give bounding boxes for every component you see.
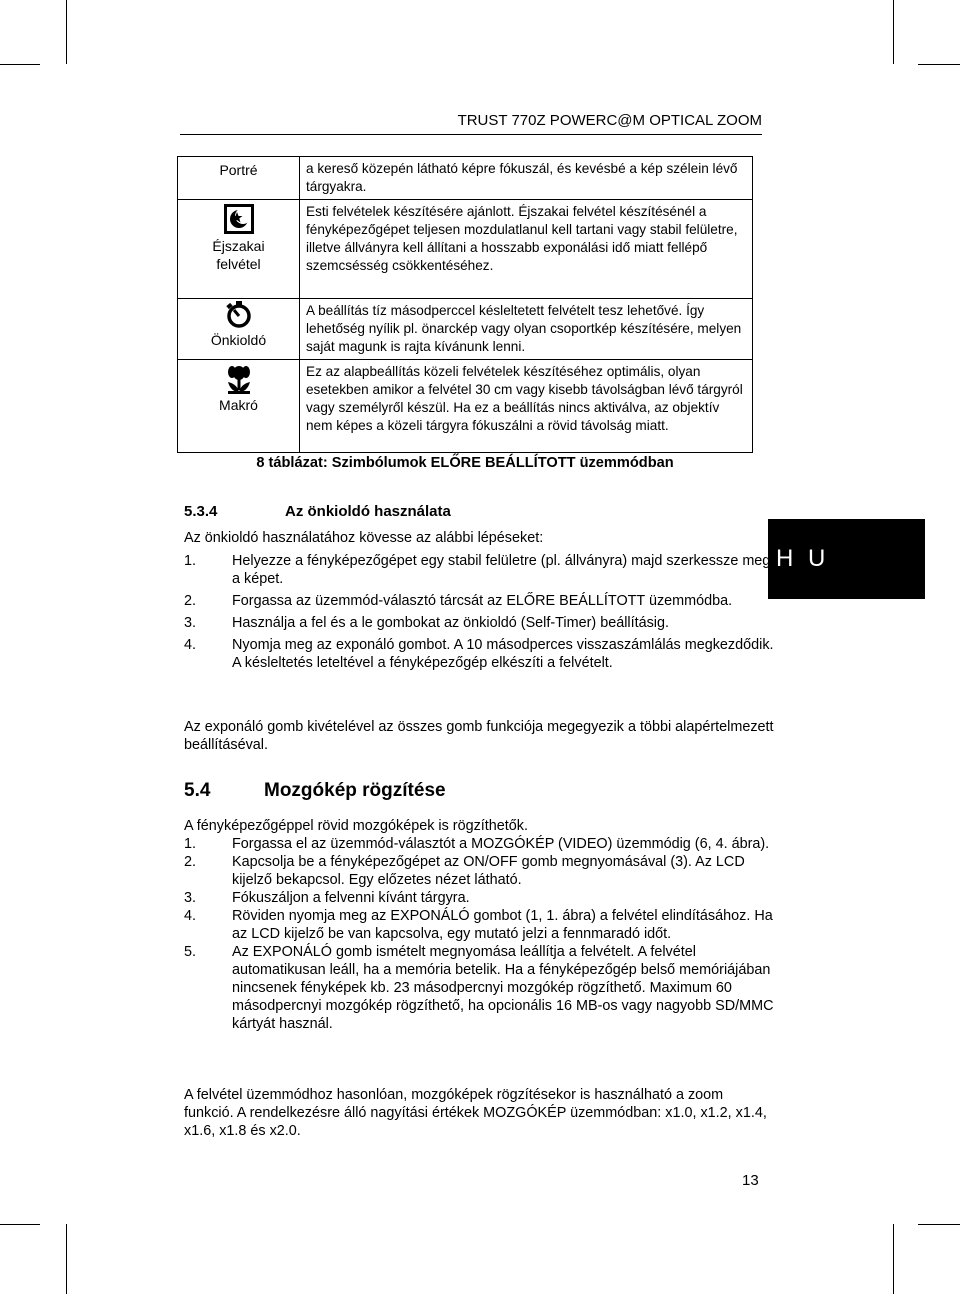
section-intro: Az önkioldó használatához kövesse az alábbi lépéseket: xyxy=(184,530,544,546)
section-number: 5.3.4 xyxy=(184,503,218,520)
table-row xyxy=(178,157,753,200)
symbol-description: a kereső közepén látható képre fókuszál, és kevésbé a kép szélein lévő tárgyakra. xyxy=(300,157,753,200)
crop-mark xyxy=(918,64,960,65)
crop-mark xyxy=(893,1224,894,1294)
symbol-label: Portré xyxy=(219,162,258,178)
language-tab-label: H U xyxy=(776,545,830,572)
night-scene-icon xyxy=(224,204,254,234)
step-list xyxy=(184,552,774,676)
table-row xyxy=(178,360,753,453)
symbol-description: A beállítás tíz másodperccel késleltetett felvételt tesz lehetővé. Így lehetőség nyílik pl. önarckép vagy olyan csoportkép készítésére, melyen saját magunk is rajta kívánunk lenni. xyxy=(300,299,753,360)
section-note: Az exponáló gomb kivételével az összes gomb funkciója megegyezik a többi alapértelmezett beállításéval. xyxy=(184,719,774,753)
step-text: Az EXPONÁLÓ gomb ismételt megnyomása leállítja a felvételt. A felvétel automatikusan leáll, ha a memória betelik. Ha a fényképezőgép belső memóriájában nincsenek fényképek kb. 23 másodpercnyi mozgókép rögzíthető. Maximum 60 másodpercnyi mozgókép rögzíthető, ha opcionális 16 MB-os vagy nagyobb SD/MMC kártyát használ. xyxy=(232,944,774,1032)
step-text: Kapcsolja be a fényképezőgépet az ON/OFF gomb megnyomásával (3). Az LCD kijelző bekapcsol. Egy előzetes nézet látható. xyxy=(232,854,745,888)
symbol-cell xyxy=(178,200,300,299)
list-item xyxy=(184,907,774,943)
section-note: A felvétel üzemmódhoz hasonlóan, mozgóképek rögzítésekor is használható a zoom funkció. A rendelkezésre álló nagyítási értékek MOZGÓKÉP üzemmódban: x1.0, x1.2, x1.4, x1.6, x1.8 és x2.0. xyxy=(184,1087,767,1139)
page-number: 13 xyxy=(742,1172,759,1189)
crop-mark xyxy=(918,1224,960,1225)
list-item xyxy=(184,943,774,1033)
list-item xyxy=(184,636,774,672)
list-item xyxy=(184,552,774,588)
header-rule xyxy=(180,134,762,135)
crop-mark xyxy=(893,0,894,64)
step-list xyxy=(184,835,774,1033)
step-number: 4. xyxy=(184,637,197,653)
step-number: 1. xyxy=(184,553,197,569)
list-item xyxy=(184,889,774,907)
symbol-label: Önkioldó xyxy=(210,332,267,348)
step-number: 3. xyxy=(184,615,197,631)
symbol-label: Makró xyxy=(219,397,258,413)
step-text: Helyezze a fényképezőgépet egy stabil felületre (pl. állványra) majd szerkessze meg a képet. xyxy=(232,553,771,587)
section-title: Mozgókép rögzítése xyxy=(264,780,446,801)
language-tab xyxy=(768,519,925,599)
step-text: Forgassa el az üzemmód-választót a MOZGÓKÉP (VIDEO) üzemmódig (6, 4. ábra). xyxy=(232,836,770,852)
symbol-label: Éjszakai felvétel xyxy=(212,238,265,272)
list-item xyxy=(184,853,774,889)
step-text: Fókuszáljon a felvenni kívánt tárgyra. xyxy=(232,890,470,906)
step-text: Nyomja meg az exponáló gombot. A 10 másodperces visszaszámlálás megkezdődik. A késleltetés leteltével a fényképezőgép elkészíti a felvételt. xyxy=(232,637,774,671)
symbol-description: Esti felvételek készítésére ajánlott. Éjszakai felvétel készítésénél a fényképezőgépet teljesen mozdulatlanul kell tartani vagy stabil felületre, illetve állványra kell állítani a hosszabb exponálási idő miatt fellépő szemcsésség csökkentéséhez. xyxy=(300,200,753,299)
table-row xyxy=(178,200,753,299)
crop-mark xyxy=(66,0,67,64)
header-title: TRUST 770Z POWERC@M OPTICAL ZOOM xyxy=(457,112,762,129)
step-number: 4. xyxy=(184,908,197,924)
self-timer-icon xyxy=(225,301,253,329)
step-text: Forgassa az üzemmód-választó tárcsát az ELŐRE BEÁLLÍTOTT üzemmódba. xyxy=(232,593,733,609)
symbol-cell xyxy=(178,157,300,200)
crop-mark xyxy=(0,1224,40,1225)
section-number: 5.4 xyxy=(184,780,211,801)
symbol-table xyxy=(177,156,753,453)
step-number: 1. xyxy=(184,836,197,852)
macro-flower-icon xyxy=(227,366,251,394)
step-text: Röviden nyomja meg az EXPONÁLÓ gombot (1, 1. ábra) a felvétel elindításához. Ha az LCD kijelző be van kapcsolva, egy mutató jelzi a fennmaradó időt. xyxy=(232,908,773,942)
symbol-description: Ez az alapbeállítás közeli felvételek készítéséhez optimális, olyan esetekben amikor a felvétel 30 cm vagy kisebb távolságban lévő tárgyról vagy személyről készül. Ha ez a beállítás nincs aktiválva, az objektív nem képes a közeli tárgyra fókuszálni a rövid távolság miatt. xyxy=(300,360,753,453)
symbol-cell xyxy=(178,360,300,453)
crop-mark xyxy=(66,1224,67,1294)
table-row xyxy=(178,299,753,360)
step-number: 3. xyxy=(184,890,197,906)
list-item xyxy=(184,835,774,853)
step-number: 2. xyxy=(184,593,197,609)
step-number: 2. xyxy=(184,854,197,870)
step-text: Használja a fel és a le gombokat az önkioldó (Self-Timer) beállításig. xyxy=(232,615,669,631)
symbol-cell xyxy=(178,299,300,360)
section-title: Az önkioldó használata xyxy=(285,503,451,520)
section-intro: A fényképezőgéppel rövid mozgóképek is rögzíthetők. xyxy=(184,818,528,834)
crop-mark xyxy=(0,64,40,65)
list-item xyxy=(184,614,774,632)
table-caption: 8 táblázat: Szimbólumok ELŐRE BEÁLLÍTOTT üzemmódban xyxy=(256,455,674,471)
step-number: 5. xyxy=(184,944,197,960)
list-item xyxy=(184,592,774,610)
